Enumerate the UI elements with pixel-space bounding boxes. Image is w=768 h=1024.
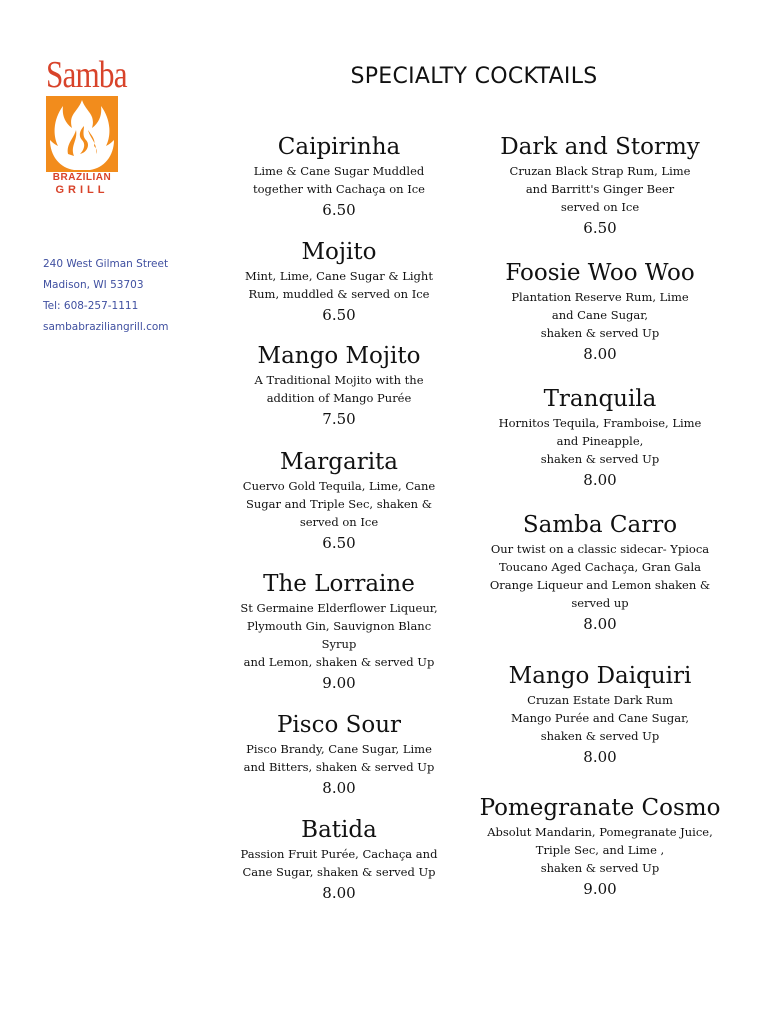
cocktail-description-line: Cruzan Estate Dark Rum — [527, 693, 673, 707]
logo-subtitle-line-2: GRILL — [55, 184, 109, 196]
cocktail-price: 8.00 — [322, 884, 356, 902]
cocktail-description-line: St Germaine Elderflower Liqueur, — [240, 601, 438, 615]
logo-subtitle — [44, 172, 120, 196]
cocktail-description-line: Sugar and Triple Sec, shaken & — [246, 497, 432, 511]
cocktail-name: Mojito — [301, 239, 377, 265]
cocktail-item — [209, 569, 469, 694]
cocktail-price: 8.00 — [583, 345, 617, 363]
cocktail-item — [209, 815, 469, 904]
cocktail-description-line: and Cane Sugar, — [551, 308, 649, 322]
contact-street: 240 West Gilman Street — [43, 258, 169, 270]
cocktail-name: The Lorraine — [263, 571, 415, 597]
restaurant-logo — [46, 54, 127, 196]
cocktail-description-line: and Barritt's Ginger Beer — [525, 182, 675, 196]
cocktail-description-line: Rum, muddled & served on Ice — [248, 287, 430, 301]
cocktail-description-line: Mint, Lime, Cane Sugar & Light — [245, 269, 433, 283]
cocktail-name: Mango Daiquiri — [508, 663, 692, 689]
cocktail-item — [470, 661, 730, 768]
cocktail-price: 8.00 — [583, 748, 617, 766]
cocktail-item — [209, 710, 469, 799]
cocktail-description-line: Hornitos Tequila, Framboise, Lime — [498, 416, 702, 430]
cocktail-description-line: shaken & served Up — [540, 326, 660, 340]
cocktail-description-line: and Lemon, shaken & served Up — [243, 655, 435, 669]
contact-website[interactable]: sambabraziliangrill.com — [43, 321, 169, 333]
cocktail-name: Tranquila — [543, 386, 657, 412]
cocktail-description-line: served on Ice — [560, 200, 640, 214]
cocktail-description-line: Orange Liqueur and Lemon shaken & — [489, 578, 711, 592]
cocktail-price: 8.00 — [583, 615, 617, 633]
cocktail-price: 6.50 — [322, 201, 356, 219]
cocktail-description-line: together with Cachaça on Ice — [253, 182, 425, 196]
cocktail-price: 6.50 — [322, 306, 356, 324]
cocktail-description-line: Pisco Brandy, Cane Sugar, Lime — [246, 742, 432, 756]
flame-icon — [46, 96, 118, 172]
cocktail-item — [209, 341, 469, 430]
cocktail-description-line: Lime & Cane Sugar Muddled — [253, 164, 425, 178]
cocktail-item — [470, 258, 730, 365]
logo-wordmark: Samba — [46, 54, 127, 96]
cocktail-item — [470, 132, 730, 239]
cocktail-name: Samba Carro — [522, 512, 678, 538]
cocktail-description-line: Passion Fruit Purée, Cachaça and — [240, 847, 438, 861]
cocktail-price: 9.00 — [583, 880, 617, 898]
cocktail-description-line: Cane Sugar, shaken & served Up — [242, 865, 436, 879]
cocktail-item — [209, 447, 469, 554]
cocktail-description-line: shaken & served Up — [540, 729, 660, 743]
cocktail-description-line: Cuervo Gold Tequila, Lime, Cane — [242, 479, 436, 493]
cocktail-item — [470, 384, 730, 491]
cocktail-description-line: Mango Purée and Cane Sugar, — [510, 711, 690, 725]
cocktail-description-line: Plantation Reserve Rum, Lime — [511, 290, 689, 304]
cocktail-item — [209, 132, 469, 221]
cocktail-price: 6.50 — [322, 534, 356, 552]
contact-city: Madison, WI 53703 — [43, 279, 144, 291]
cocktail-description-line: and Pineapple, — [556, 434, 644, 448]
cocktail-name: Batida — [301, 817, 377, 843]
cocktail-description-line: Absolut Mandarin, Pomegranate Juice, — [487, 825, 713, 839]
cocktail-description-line: A Traditional Mojito with the — [254, 373, 424, 387]
cocktail-description-line: served up — [571, 596, 629, 610]
cocktail-name: Margarita — [280, 449, 398, 475]
cocktail-description-line: served on Ice — [299, 515, 379, 529]
cocktail-name: Pisco Sour — [276, 712, 402, 738]
cocktail-item — [470, 510, 730, 635]
cocktail-name: Dark and Stormy — [500, 134, 700, 160]
cocktail-description-line: Toucano Aged Cachaça, Gran Gala — [498, 560, 702, 574]
cocktail-price: 7.50 — [322, 410, 356, 428]
cocktail-name: Pomegranate Cosmo — [479, 795, 721, 821]
cocktail-description-line: and Bitters, shaken & served Up — [243, 760, 435, 774]
cocktail-price: 6.50 — [583, 219, 617, 237]
cocktail-description-line: Plymouth Gin, Sauvignon Blanc — [246, 619, 432, 633]
cocktail-description-line: Syrup — [321, 637, 357, 651]
cocktail-item — [209, 237, 469, 326]
cocktail-price: 8.00 — [583, 471, 617, 489]
cocktail-price: 9.00 — [322, 674, 356, 692]
contact-phone: Tel: 608-257-1111 — [43, 300, 139, 312]
cocktail-description-line: shaken & served Up — [540, 452, 660, 466]
cocktail-name: Caipirinha — [277, 134, 401, 160]
logo-subtitle-line-1: BRAZILIAN — [52, 172, 112, 183]
cocktail-description-line: addition of Mango Purée — [266, 391, 412, 405]
contact-info — [43, 254, 169, 338]
page-title: SPECIALTY COCKTAILS — [350, 64, 598, 89]
cocktail-description-line: Triple Sec, and Lime , — [535, 843, 665, 857]
cocktail-price: 8.00 — [322, 779, 356, 797]
cocktail-name: Foosie Woo Woo — [505, 260, 695, 286]
cocktail-name: Mango Mojito — [257, 343, 421, 369]
cocktail-description-line: shaken & served Up — [540, 861, 660, 875]
cocktail-description-line: Cruzan Black Strap Rum, Lime — [509, 164, 691, 178]
cocktail-item — [470, 793, 730, 900]
cocktail-description-line: Our twist on a classic sidecar- Ypioca — [490, 542, 710, 556]
